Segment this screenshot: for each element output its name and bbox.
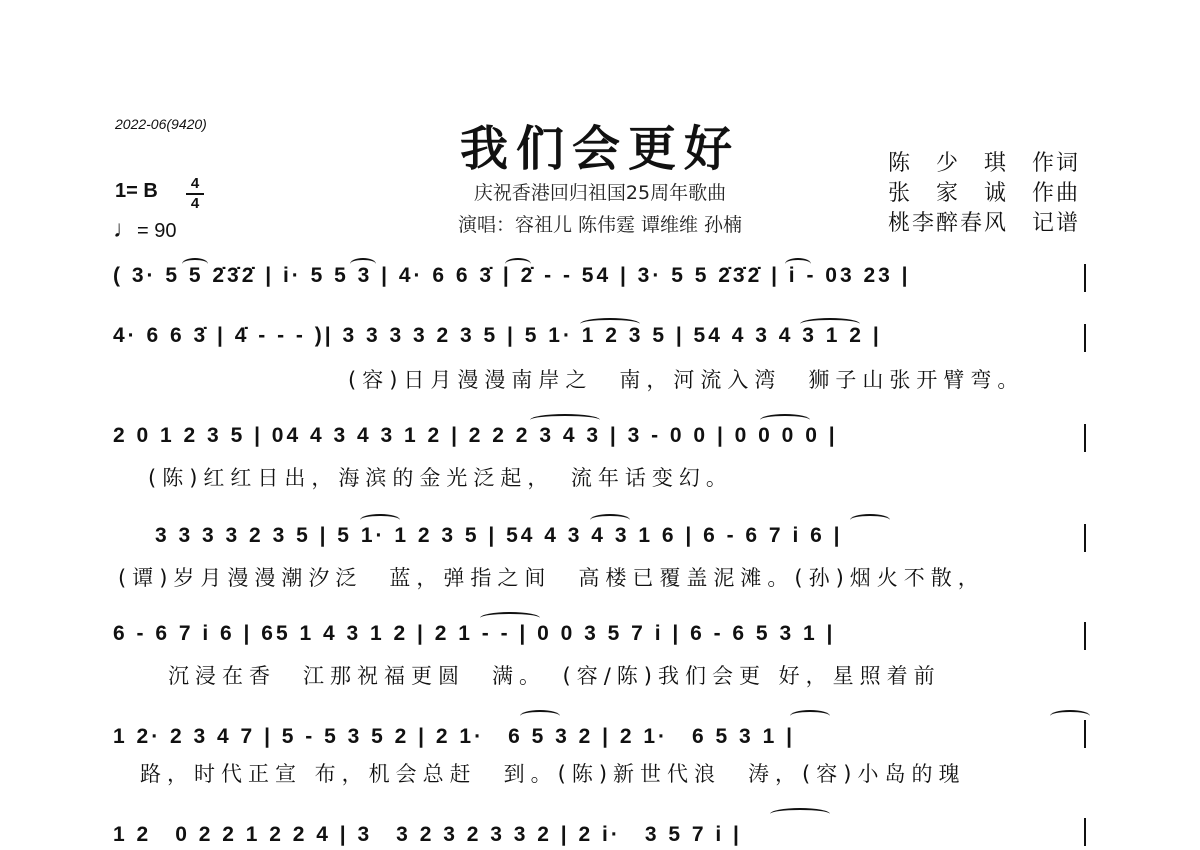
tie-mark xyxy=(800,318,860,330)
time-signature xyxy=(186,176,204,212)
score-line-5: 6 - 6 7 i 6 | 65 1 4 3 1 2 | 2 1 - - | 0 0 3 5 7 i | 6 - 6 5 3 1 | xyxy=(113,622,836,645)
singers: 演唱：容祖儿 陈伟霆 谭维维 孙楠 xyxy=(457,214,743,236)
time-signature-top: 4 xyxy=(190,175,200,192)
tie-mark xyxy=(530,414,600,426)
tie-mark xyxy=(770,808,830,820)
barline xyxy=(1084,424,1086,452)
tie-mark xyxy=(760,414,810,426)
tie-mark xyxy=(520,710,560,722)
tie-mark xyxy=(790,710,830,722)
lyric-line-2: (容)日月漫漫南岸之 南，河流入湾 狮子山张开臂弯。 xyxy=(348,368,1025,392)
lyric-line-5: 沉浸在香 江那祝福更圆 满。 (容/陈)我们会更 好，星照着前 xyxy=(168,664,941,688)
barline xyxy=(1084,818,1086,846)
tie-mark xyxy=(480,612,540,624)
transcriber-credit: 桃李醉春风 记谱 xyxy=(888,211,1081,236)
song-subtitle: 庆祝香港回归祖国25周年歌曲 xyxy=(473,182,727,204)
tie-mark xyxy=(590,514,630,526)
tie-mark xyxy=(350,258,376,270)
song-title: 我们会更好 xyxy=(459,121,740,177)
score-line-7: 1 2 0 2 2 1 2 2 4 | 3 3 2 3 2 3 3 2 | 2 i· 3 5 7 i | xyxy=(113,823,742,846)
lyricist-credit: 陈 少 琪 作词 xyxy=(888,151,1081,176)
lyric-line-3: (陈)红红日出，海滨的金光泛起， 流年话变幻。 xyxy=(148,466,733,490)
tie-mark xyxy=(182,258,208,270)
tie-mark xyxy=(785,258,811,270)
tempo-value: = 90 xyxy=(137,220,177,242)
score-line-4: 3 3 3 3 2 3 5 | 5 1· 1 2 3 5 | 54 4 3 4 3 1 6 | 6 - 6 7 i 6 | xyxy=(155,524,843,547)
tempo-marking xyxy=(113,216,176,244)
lyric-line-6: 路，时代正宣 布，机会总赶 到。(陈)新世代浪 涛，(容)小岛的瑰 xyxy=(140,762,966,786)
barline xyxy=(1084,720,1086,748)
score-line-3: 2 0 1 2 3 5 | 04 4 3 4 3 1 2 | 2 2 2 3 4 3 | 3 - 0 0 | 0 0 0 0 | xyxy=(113,424,838,447)
score-line-1: ( 3· 5 5 2̇3̇2̇ | i· 5 5 3 | 4· 6 6 3̇ | 2̇ - - 54 | 3· 5 5 2̇3̇2̇ | i - 03 23 | xyxy=(113,264,911,287)
barline xyxy=(1084,264,1086,292)
key-signature: 1= B xyxy=(115,180,158,202)
tie-mark xyxy=(360,514,400,526)
time-signature-bottom: 4 xyxy=(190,195,200,212)
tie-mark xyxy=(850,514,890,526)
barline xyxy=(1084,324,1086,352)
tie-mark xyxy=(505,258,531,270)
lyric-line-4: (谭)岁月漫漫潮汐泛 蓝，弹指之间 高楼已覆盖泥滩。(孙)烟火不散， xyxy=(118,566,985,590)
barline xyxy=(1084,622,1086,650)
score-line-6: 1 2· 2 3 4 7 | 5 - 5 3 5 2 | 2 1· 6 5 3 2 | 2 1· 6 5 3 1 | xyxy=(113,725,795,748)
score-line-2: 4· 6 6 3̇ | 4̇ - - - )| 3 3 3 3 2 3 5 | 5 1· 1 2 3 5 | 54 4 3 4 3 1 2 | xyxy=(113,324,882,347)
tie-mark xyxy=(580,318,640,330)
score-code: 2022-06(9420) xyxy=(115,116,207,132)
quarter-note-icon: ♩ xyxy=(113,216,137,243)
barline xyxy=(1084,524,1086,552)
composer-credit: 张 家 诚 作曲 xyxy=(888,181,1081,206)
